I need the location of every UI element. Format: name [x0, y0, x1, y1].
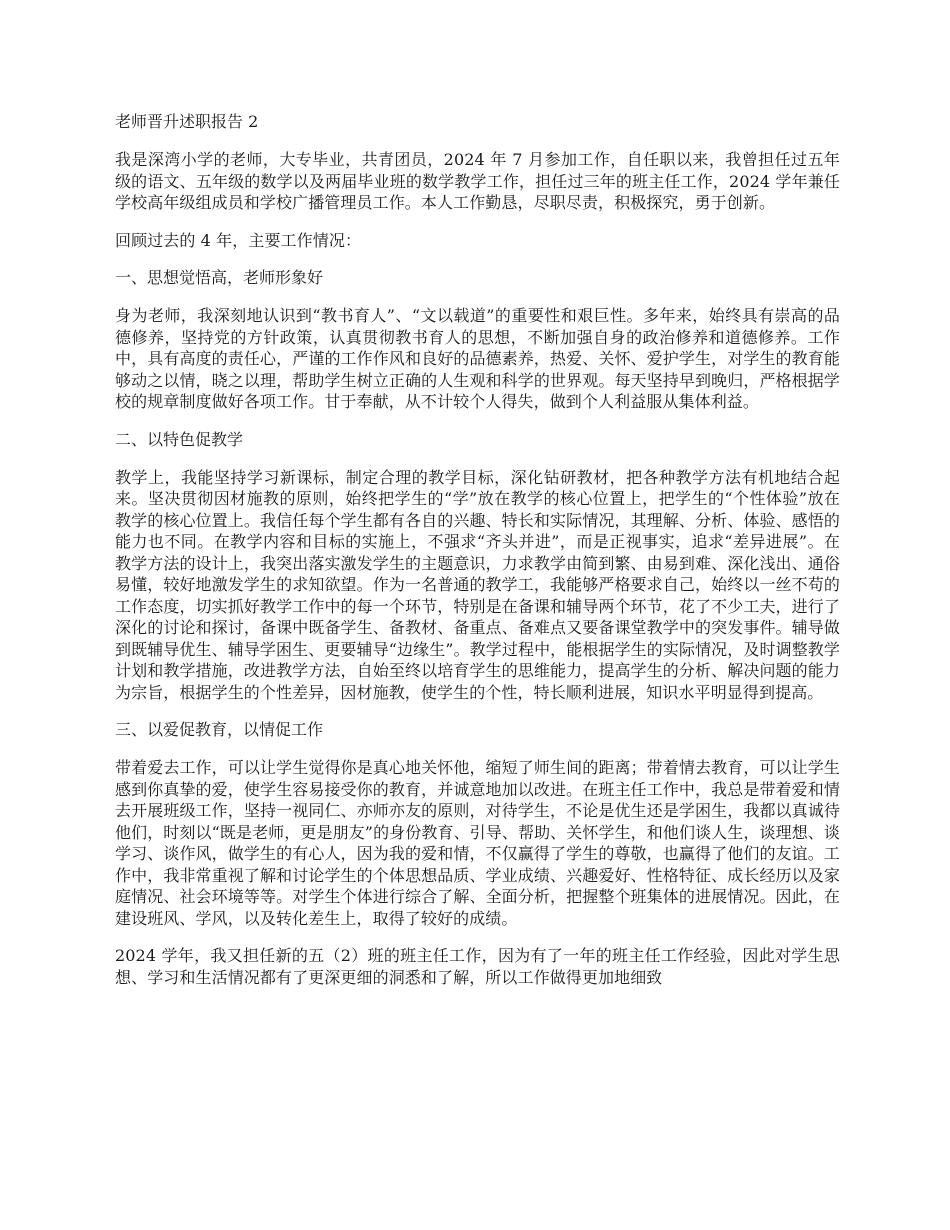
paragraph-section-3: 带着爱去工作，可以让学生觉得你是真心地关怀他，缩短了师生间的距离；带着情去教育，可以让学生感到你真挚的爱，使学生容易接受你的教育，并诚意地加以改进。在班主任工作中，我总是带着爱和情去开展班级工作，坚持一视同仁、亦师亦友的原则，对待学生，不论是优生还是学困生，我都以真诚待他们，时刻以“既是老师，更是朋友”的身份教育、引导、帮助、关怀学生，和他们谈人生，谈理想、谈学习、谈作风，做学生的有心人，因为我的爱和情，不仅赢得了学生的尊敬，也赢得了他们的友谊。工作中，我非常重视了解和讨论学生的个体思想品质、学业成绩、兴趣爱好、性格特征、成长经历以及家庭情况、社会环境等等。对学生个体进行综合了解、全面分析，把握整个班集体的进展情况。因此，在建设班风、学风，以及转化差生上，取得了较好的成绩。	[115, 758, 840, 928]
paragraph-2024: 2024 学年，我又担任新的五（2）班的班主任工作，因为有了一年的班主任工作经验，因此对学生思想、学习和生活情况都有了更深更细的洞悉和了解，所以工作做得更加地细致	[115, 946, 840, 987]
section-heading-2: 二、以特色促教学	[115, 429, 244, 449]
paragraph-section-1: 身为老师，我深刻地认识到“教书育人”、“文以载道”的重要性和艰巨性。多年来，始终具有崇高的品德修养，坚持党的方针政策，认真贯彻教书育人的思想，不断加强自身的政治修养和道德修养。工作中，具有高度的责任心，严谨的工作作风和良好的品德素养，热爱、关怀、爱护学生，对学生的教育能够动之以情，晓之以理，帮助学生树立正确的人生观和科学的世界观。每天坚持早到晚归，严格根据学校的规章制度做好各项工作。甘于奉献，从不计较个人得失，做到个人利益服从集体利益。	[115, 306, 840, 411]
section-heading-3: 三、以爱促教育，以情促工作	[115, 720, 324, 739]
document-body	[115, 111, 840, 1004]
paragraph-review: 回顾过去的 4 年，主要工作情况：	[115, 230, 362, 250]
paragraph-section-2: 教学上，我能坚持学习新课标，制定合理的教学目标，深化钻研教材，把各种教学方法有机地结合起来。坚决贯彻因材施教的原则，始终把学生的“学”放在教学的核心位置上，把学生的“个性体验”放在教学的核心位置上。我信任每个学生都有各自的兴趣、特长和实际情况，其理解、分析、体验、感悟的能力也不同。在教学内容和目标的实施上，不强求“齐头并进”，而是正视事实，追求“差异进展”。在教学方法的设计上，我突出落实激发学生的主题意识，力求教学由简到繁、由易到难、深化浅出、通俗易懂，较好地激发学生的求知欲望。作为一名普通的教学工，我能够严格要求自己，始终以一丝不苟的工作态度，切实抓好教学工作中的每一个环节，特别是在备课和辅导两个环节，花了不少工夫，进行了深化的讨论和探讨，备课中既备学生、备教材、备重点、备难点又要备课堂教学中的突发事件。辅导做到既辅导优生、辅导学困生、更要辅导“边缘生”。教学过程中，能根据学生的实际情况，及时调整教学计划和教学措施，改进教学方法，自始至终以培育学生的思维能力，提高学生的分析、解决问题的能力为宗旨，根据学生的个性差异，因材施教，使学生的个性，特长顺利进展，知识水平明显得到提高。	[115, 467, 840, 702]
paragraph-intro: 我是深湾小学的老师，大专毕业，共青团员，2024 年 7 月参加工作，自任职以来，我曾担任过五年级的语文、五年级的数学以及两届毕业班的数学教学工作，担任过三年的班主任工作，2024 学年兼任学校高年级组成员和学校广播管理员工作。本人工作勤恳，尽职尽责，积极探究，勇于创新。	[115, 150, 840, 212]
section-heading-1: 一、思想觉悟高，老师形象好	[115, 268, 324, 287]
document-title: 老师晋升述职报告 2	[115, 112, 259, 131]
